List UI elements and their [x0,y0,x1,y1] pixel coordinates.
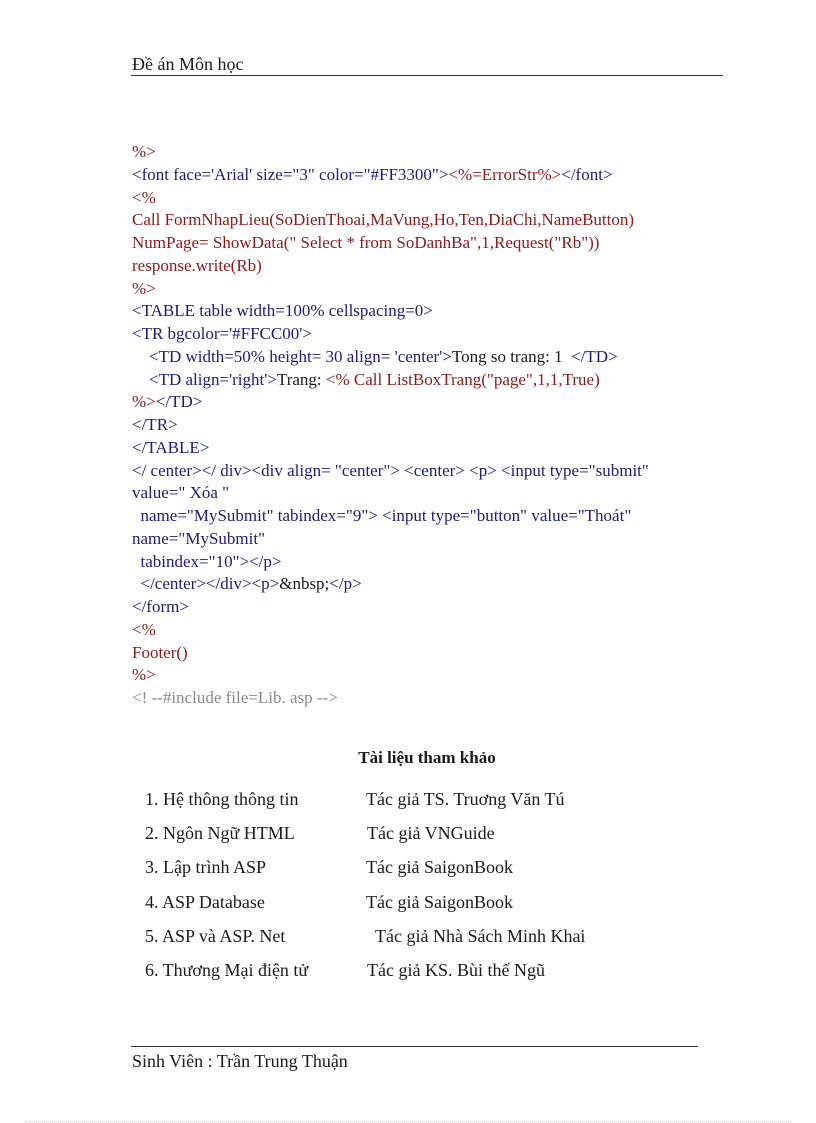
footer-divider [131,1046,698,1047]
code-segment: value=" Xóa " [132,483,230,503]
reference-author: Tác giả VNGuide [367,823,495,843]
reference-author: Tác giả Nhà Sách Minh Khai [375,926,586,946]
reference-author: Tác giả TS. Truơng Văn Tú [366,789,565,809]
reference-author: Tác giả SaigonBook [366,892,513,912]
reference-title: 3. Lập trình ASP [145,857,267,877]
code-listing [132,141,649,710]
code-segment: </TR> [132,415,178,434]
code-line [132,255,649,278]
code-segment: </ center></ div><div align= "center"> <center> <p> <input type="submit" [132,460,649,480]
code-segment: %> [132,278,156,298]
page-edge [25,1121,791,1122]
code-segment: %> [132,392,156,412]
code-segment: <TD width=50% height= 30 align= 'center'> [132,346,452,366]
code-segment: </TD> [571,346,618,366]
code-line [132,209,649,232]
code-line [132,300,649,323]
code-line [132,528,649,551]
code-segment: </font> [561,164,613,184]
code-segment: <% [132,619,156,639]
code-segment: <! --#include file=Lib. asp --> [132,688,338,707]
code-segment: <font face='Arial' size="3" color="#FF3300"> [132,164,449,184]
code-segment: %> [132,665,156,685]
code-segment: </TD> [155,392,203,412]
code-segment: %> [132,142,156,161]
code-line [132,573,649,596]
code-segment: <% Call ListBoxTrang("page",1,1,True) [325,369,600,389]
code-line [132,346,649,369]
page-header-title: Đề án Môn học [132,54,244,74]
code-segment: &nbsp; [279,574,330,594]
reference-title: 2. Ngôn Ngữ HTML [145,823,295,843]
code-line [132,460,649,483]
code-line [132,414,649,437]
code-segment: name="MySubmit" tabindex="9"> <input type="button" value="Thoát" [132,506,632,525]
reference-title: 5. ASP và ASP. Net [145,926,286,946]
code-segment: </form> [132,597,189,616]
reference-title: 4. ASP Database [145,892,265,912]
footer-author: Sinh Viên : Trần Trung Thuận [132,1051,348,1071]
code-segment: Trang: [276,369,326,389]
code-line [132,164,649,187]
code-line [132,278,649,301]
reference-author: Tác giả KS. Bùi thế Ngũ [367,960,545,980]
code-segment: Call FormNhapLieu(SoDienThoai,MaVung,Ho,Ten,DiaChi,NameButton) [132,210,635,230]
code-line [132,141,649,164]
code-segment: </TABLE> [132,437,210,457]
code-segment: <%=ErrorStr%> [448,164,562,184]
code-segment: </p> [329,574,362,594]
code-segment: NumPage= ShowData(" Select * from SoDanhBa",1,Request("Rb")) [132,233,600,252]
code-segment: <TR bgcolor='#FFCC00'> [132,324,312,343]
code-line [132,187,649,210]
code-line [132,323,649,346]
code-line [132,232,649,255]
reference-title: 1. Hệ thông thông tin [145,789,299,809]
reference-title: 6. Thương Mại điện tử [145,960,309,980]
code-segment: <TD align='right'> [132,369,277,389]
reference-author: Tác giả SaigonBook [366,857,513,877]
references-heading: Tài liệu tham khảo [358,748,496,767]
code-segment: response.write(Rb) [132,255,262,275]
code-line [132,619,649,642]
code-line [132,437,649,460]
code-line [132,642,649,665]
code-segment: <TABLE table width=100% cellspacing=0> [132,301,433,321]
code-line [132,596,649,619]
code-segment: Footer() [132,642,188,662]
code-line [132,664,649,687]
code-segment: tabindex="10"></p> [132,551,282,571]
code-line [132,391,649,414]
code-line [132,482,649,505]
code-line [132,551,649,574]
code-segment: Tong so trang: 1 [451,346,572,366]
header-divider [131,75,723,76]
code-segment: <% [132,187,156,207]
code-segment: name="MySubmit" [132,528,266,548]
code-line [132,369,649,392]
code-line [132,687,649,710]
code-segment: </center></div><p> [132,574,280,594]
code-line [132,505,649,528]
